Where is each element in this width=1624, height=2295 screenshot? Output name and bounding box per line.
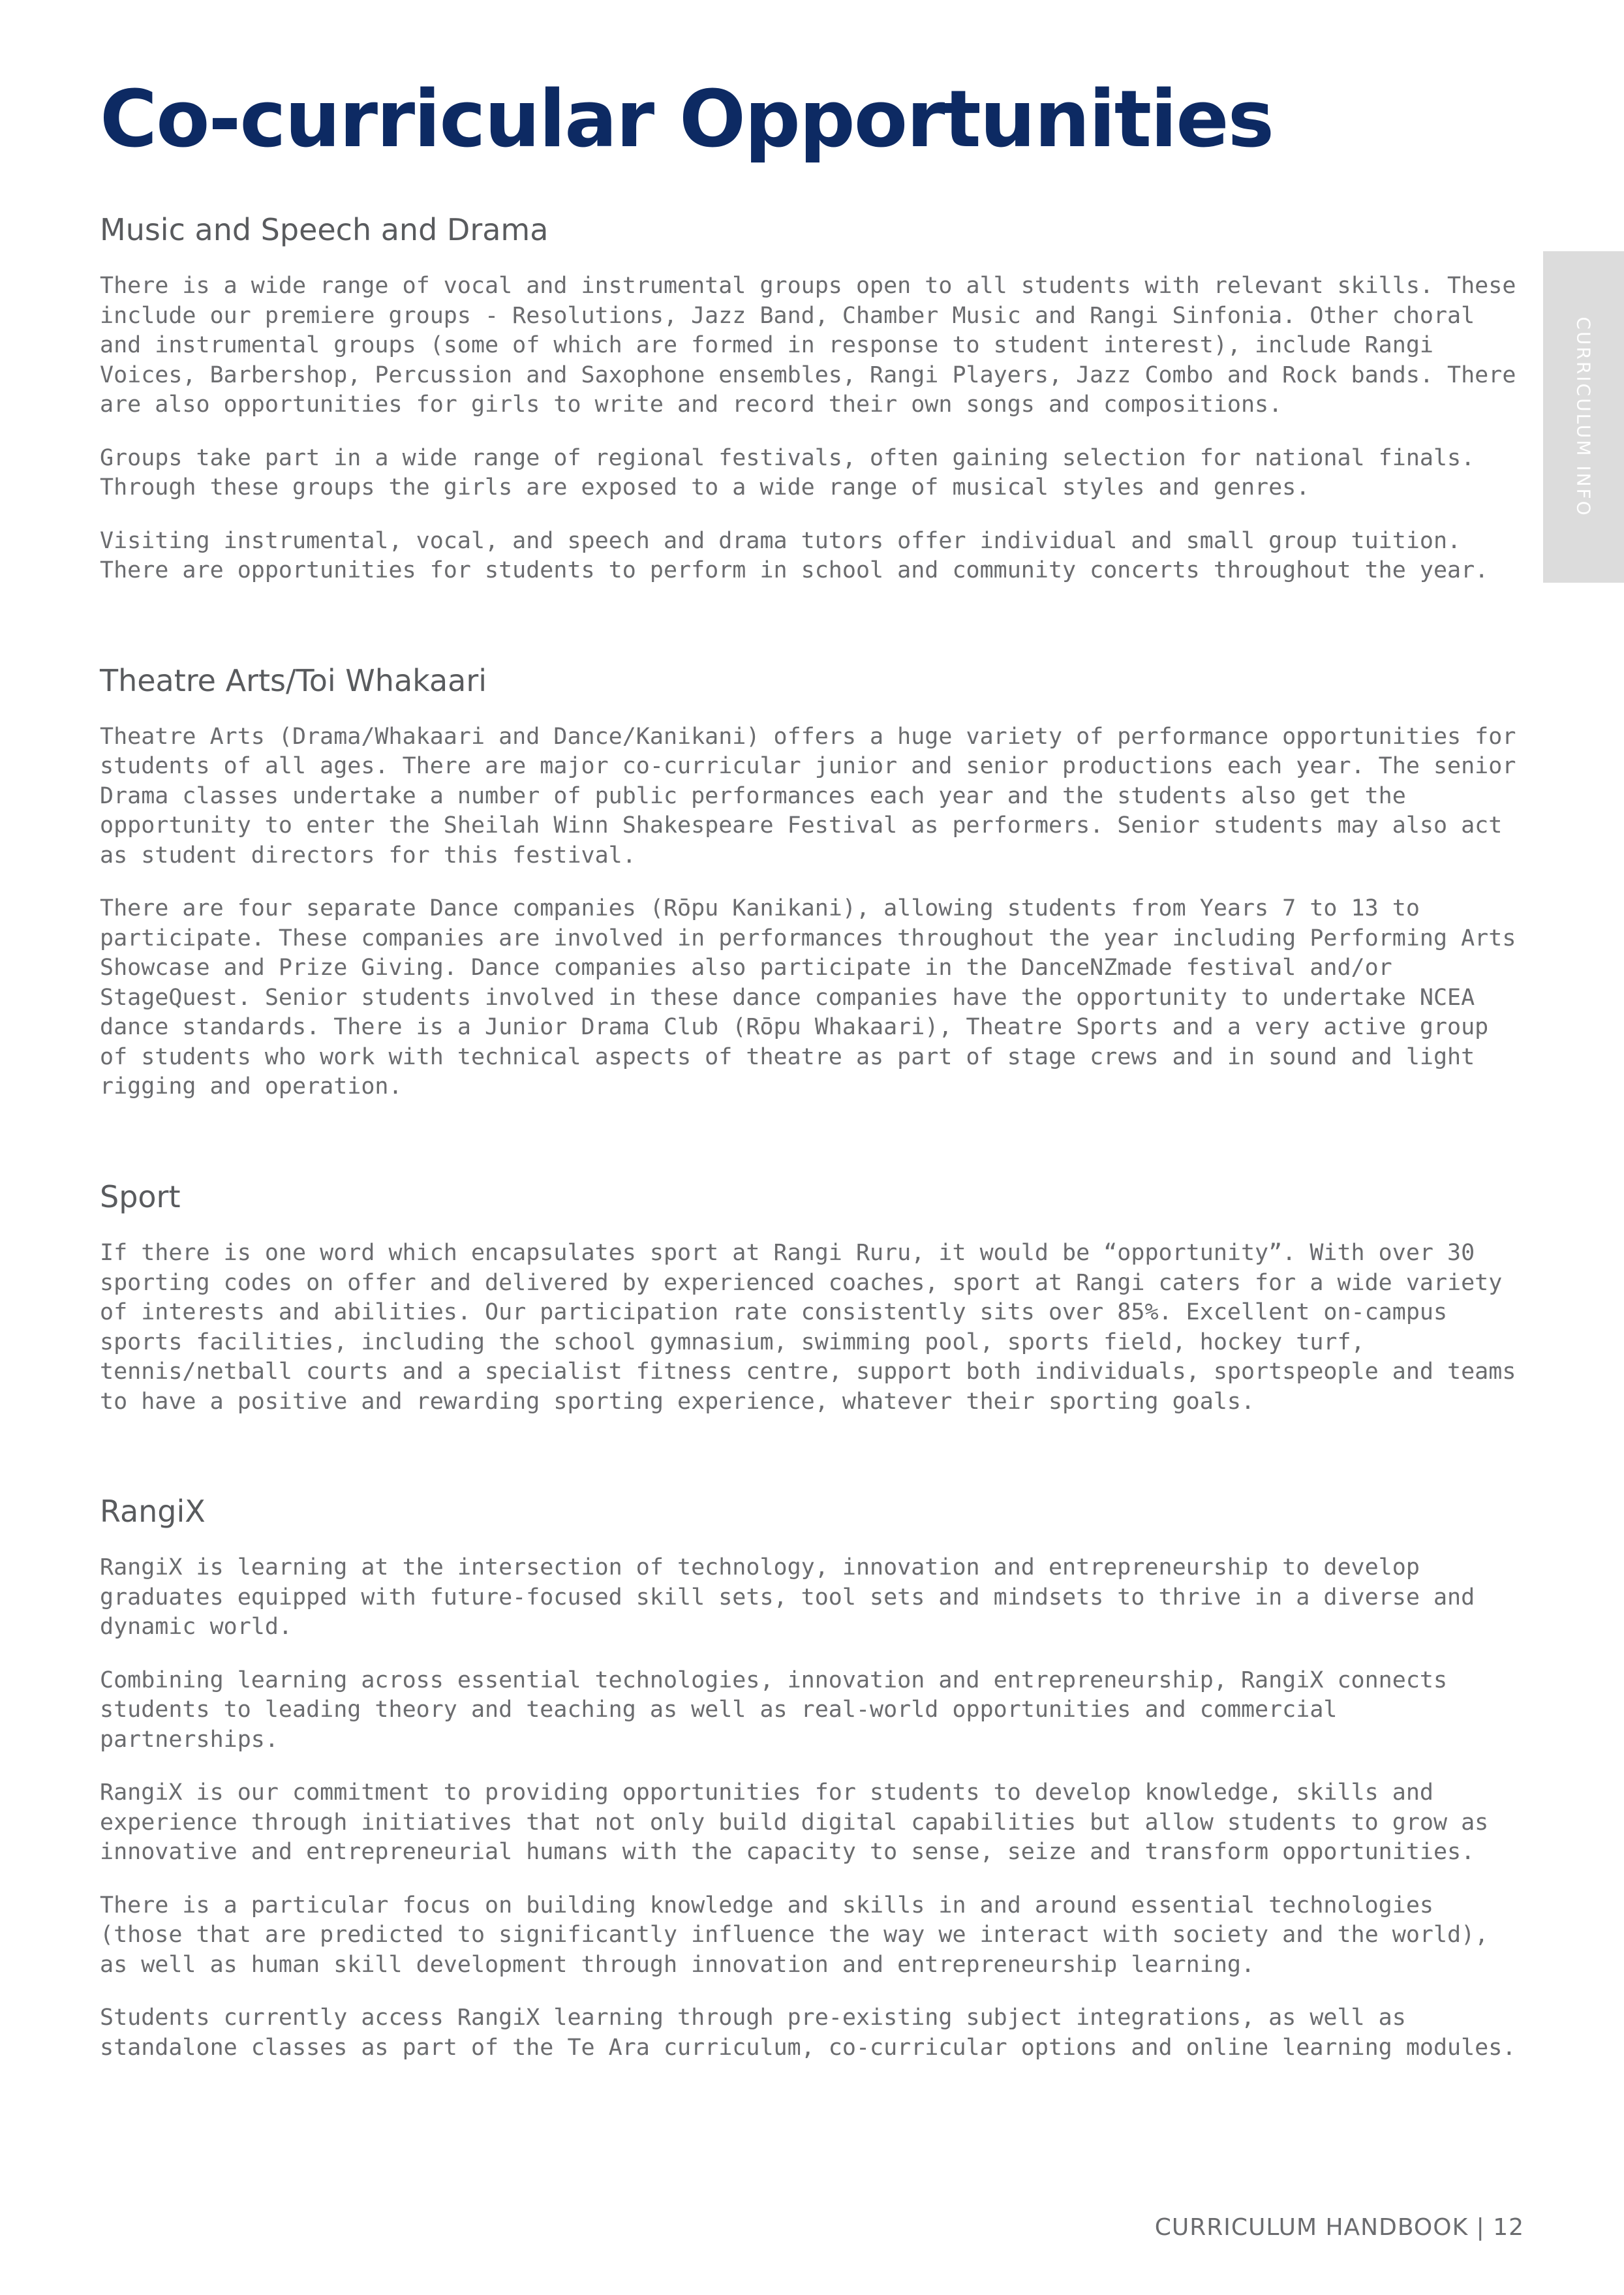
paragraph: Groups take part in a wide range of regional festivals, often gaining selection for national finals. Through these groups the girls are exposed to a wide range of musical styles and genres. <box>100 444 1475 501</box>
section-heading: RangiX <box>100 1494 206 1530</box>
section-music-speech-drama <box>100 212 1525 586</box>
side-tab-label: CURRICULUM INFO <box>1572 316 1595 517</box>
side-tab <box>1543 251 1624 583</box>
section-sport <box>100 1179 1525 1417</box>
page-title: Co-curricular Opportunities <box>100 74 1274 165</box>
paragraph: Combining learning across essential technologies, innovation and entrepreneurship, RangiX connects students to leading theory and teaching as well as real-world opportunities and commercial partnerships. <box>100 1667 1448 1753</box>
paragraph: There are four separate Dance companies (Rōpu Kanikani), allowing students from Years 7 to 13 to participate. These companies are involved in performances throughout the year including Performing Arts Showcase and Prize Giving. Dance companies also participate in the DanceNZmade festival and/or StageQuest. Senior students involved in these dance companies have the opportunity to undertake NCEA dance standards. There is a Junior Drama Club (Rōpu Whakaari), Theatre Sports and a very active group of students who work with technical aspects of theatre as part of stage crews and in sound and light rigging and operation. <box>100 895 1516 1100</box>
section-heading: Sport <box>100 1178 181 1214</box>
paragraph: Theatre Arts (Drama/Whakaari and Dance/Kanikani) offers a huge variety of performance opportunities for students of all ages. There are major co-curricular junior and senior productions each year. The senior Drama classes undertake a number of public performances each year and the students also get the opportunity to enter the Sheilah Winn Shakespeare Festival as performers. Senior students may also act as student directors for this festival. <box>100 723 1516 869</box>
content <box>100 212 1525 2140</box>
paragraph: There is a wide range of vocal and instrumental groups open to all students with relevant skills. These include our premiere groups - Resolutions, Jazz Band, Chamber Music and Rangi Sinfonia. Other choral and instrumental groups (some of which are formed in response to student interest), include Rangi Voices, Barbershop, Percussion and Saxophone ensembles, Rangi Players, Jazz Combo and Rock bands. There are also opportunities for girls to write and record their own songs and compositions. <box>100 273 1516 418</box>
section-theatre-arts <box>100 663 1525 1102</box>
paragraph: RangiX is our commitment to providing opportunities for students to develop knowledge, skills and experience through initiatives that not only build digital capabilities but allow students to grow as innovative and entrepreneurial humans with the capacity to sense, seize and transform opportunities. <box>100 1779 1489 1866</box>
section-rangix <box>100 1494 1525 2063</box>
paragraph: There is a particular focus on building knowledge and skills in and around essential technologies (those that are predicted to significantly influence the way we interact with society and the world), as well as human skill development through innovation and entrepreneurship learning. <box>100 1892 1489 1978</box>
section-heading: Theatre Arts/Toi Whakaari <box>100 662 487 698</box>
paragraph: If there is one word which encapsulates sport at Rangi Ruru, it would be “opportunity”. With over 30 sporting codes on offer and delivered by experienced coaches, sport at Rangi caters for a wide variety of interests and abilities. Our participation rate consistently sits over 85%. Excellent on-campus sports facilities, including the school gymnasium, swimming pool, sports field, hockey turf, tennis/netball courts and a specialist fitness centre, support both individuals, sportspeople and teams to have a positive and rewarding sporting experience, whatever their sporting goals. <box>100 1240 1516 1415</box>
page-footer: CURRICULUM HANDBOOK | 12 <box>1154 2214 1524 2241</box>
section-heading: Music and Speech and Drama <box>100 212 549 247</box>
paragraph: RangiX is learning at the intersection of technology, innovation and entrepreneurship to develop graduates equipped with future-focused skill sets, tool sets and mindsets to thrive in a diverse and dynamic world. <box>100 1554 1475 1640</box>
paragraph: Students currently access RangiX learning through pre-existing subject integrations, as well as standalone classes as part of the Te Ara curriculum, co-curricular options and online learning modules. <box>100 2005 1516 2061</box>
paragraph: Visiting instrumental, vocal, and speech and drama tutors offer individual and small group tuition. There are opportunities for students to perform in school and community concerts throughout the year. <box>100 527 1489 584</box>
